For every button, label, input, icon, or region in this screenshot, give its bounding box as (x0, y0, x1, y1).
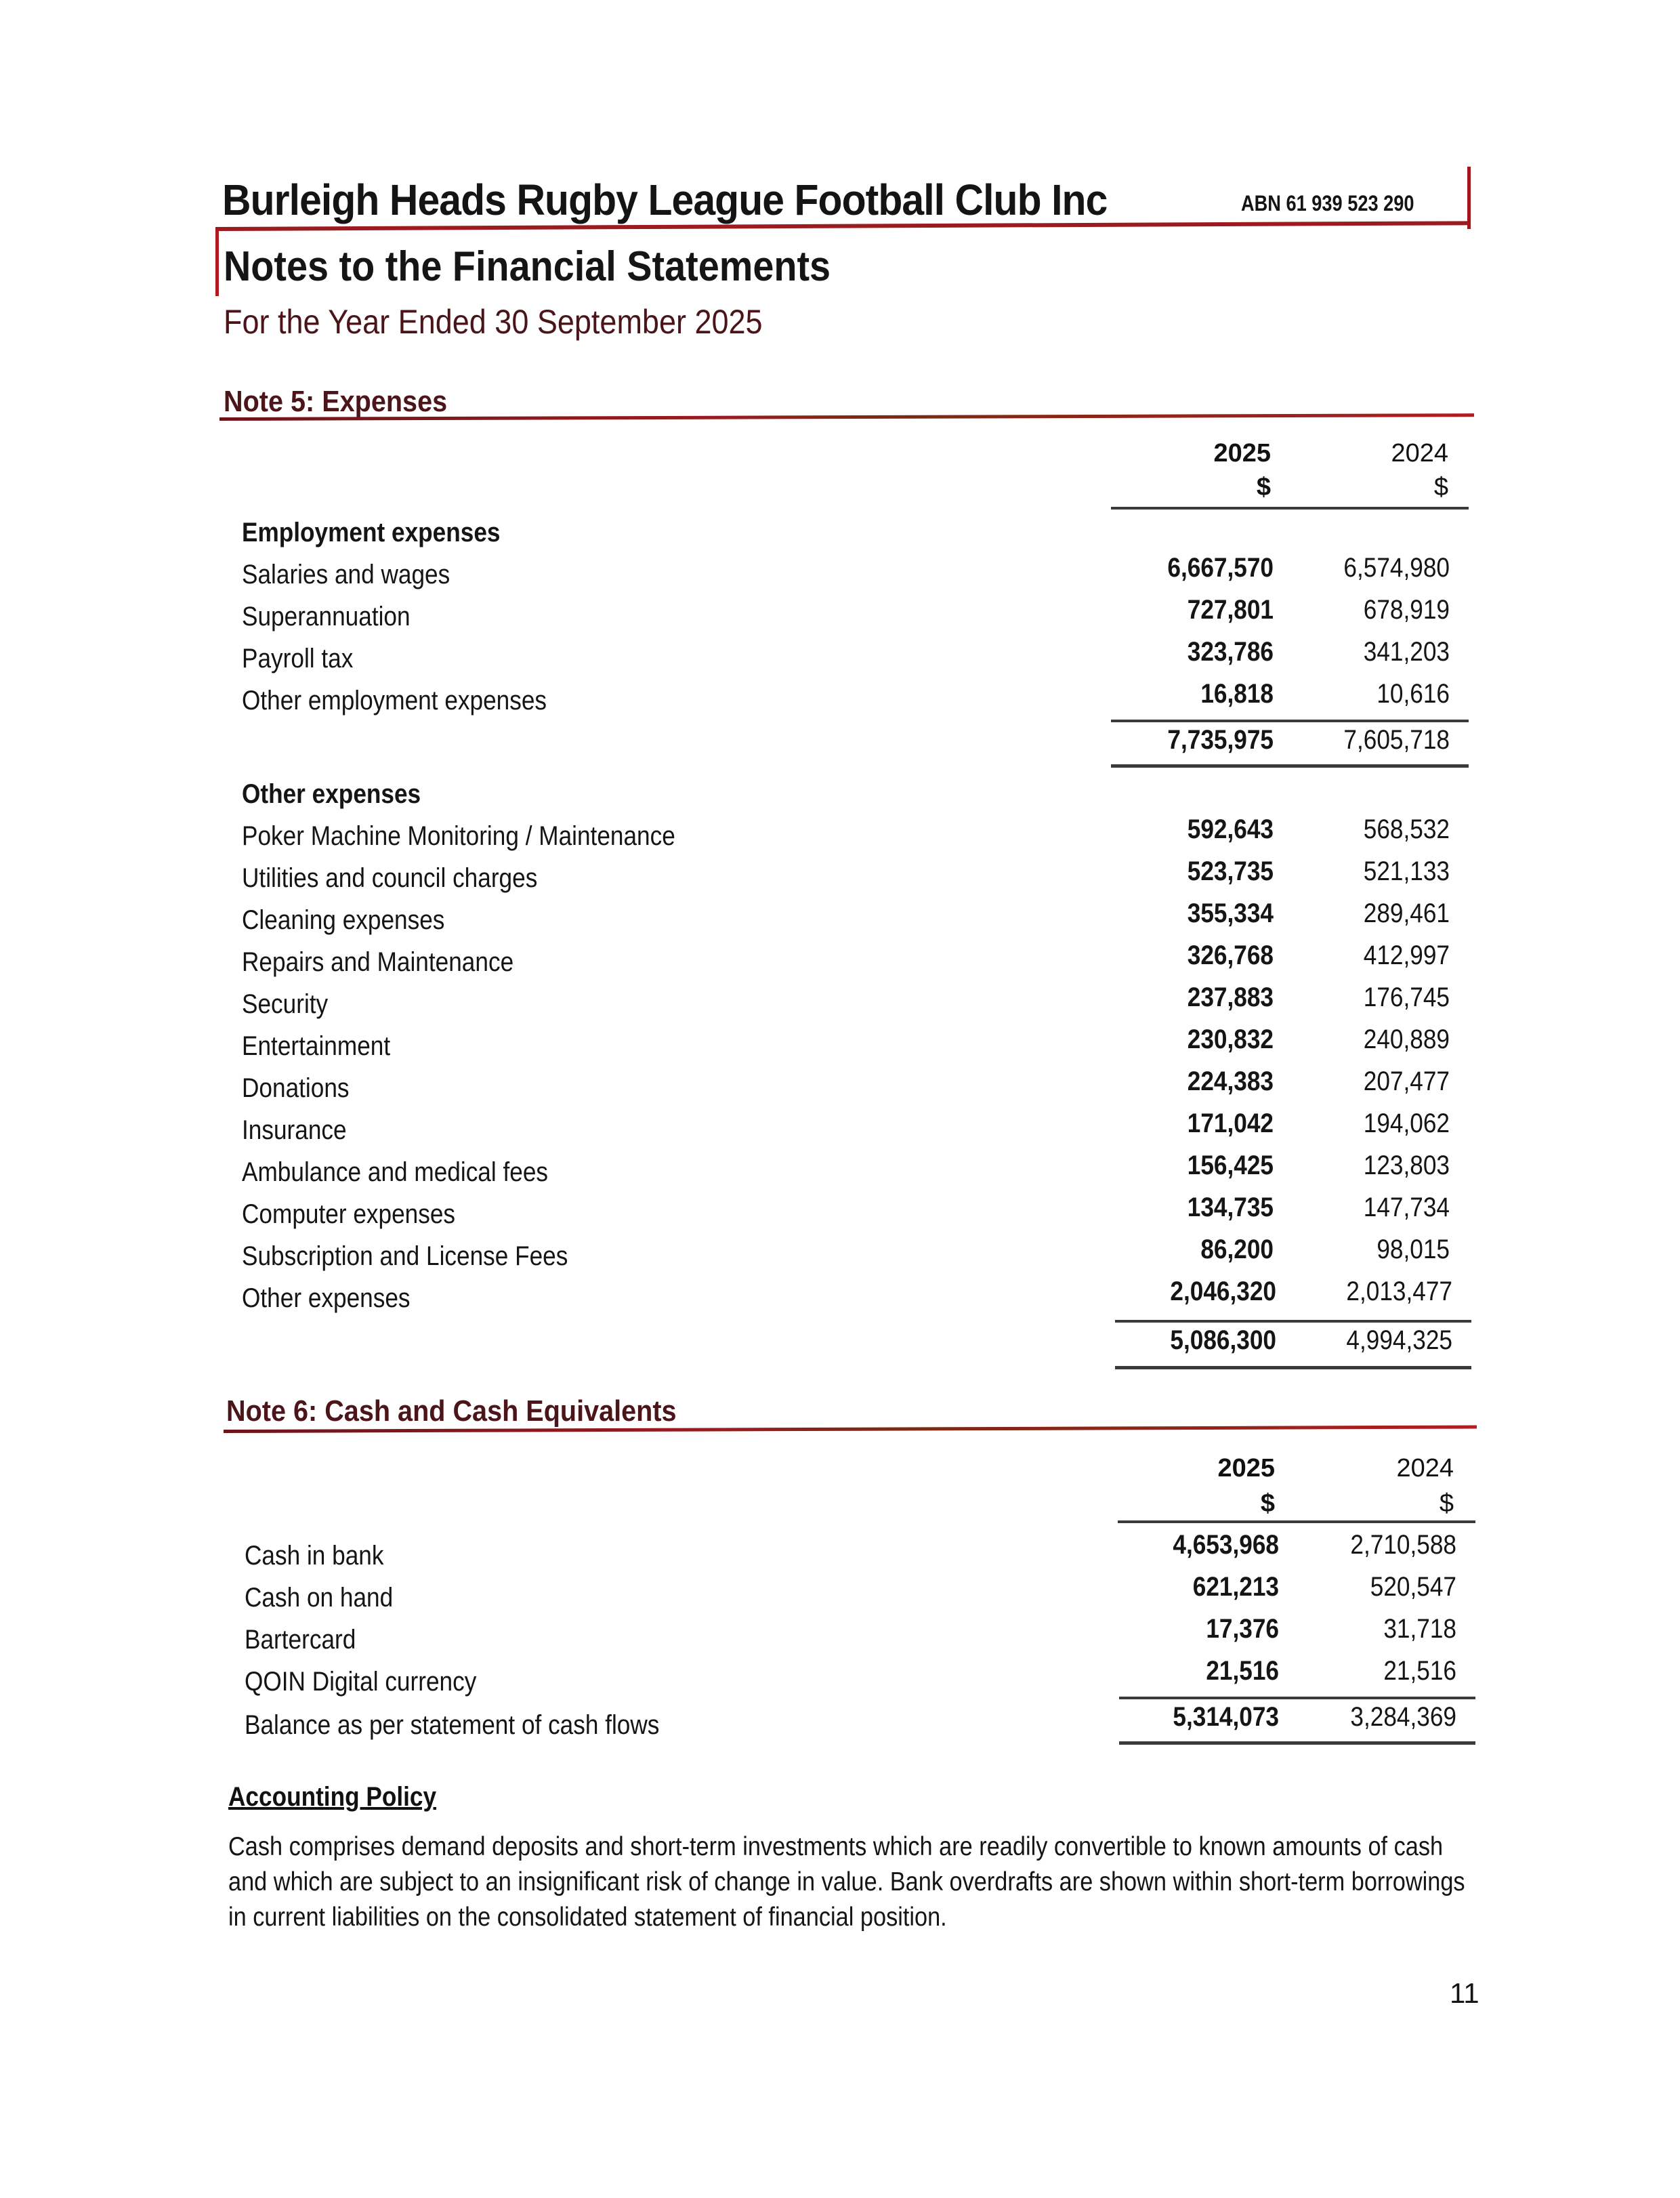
accounting-policy-text: Cash comprises demand deposits and short-term investments which are readily convertible to known amounts of cash and which are subject to an insignificant risk of change in value. Bank overdrafts are shown within short-term borrowings in current liabilities on the consolidated statement of financial position. (228, 1832, 1465, 1932)
accounting-policy-heading: Accounting Policy (228, 1782, 437, 1812)
row-label: QOIN Digital currency (245, 1667, 477, 1697)
row-label: Security (242, 989, 329, 1019)
cash-total-2024: 3,284,369 (1350, 1702, 1456, 1732)
note6-subtotal-rule (1119, 1697, 1475, 1699)
value-2024: 521,133 (1363, 856, 1450, 886)
employment-total-rule (1111, 764, 1469, 768)
note5-header-rule (1111, 507, 1469, 510)
header-accent-line-left (215, 231, 219, 296)
value-2024: 341,203 (1363, 637, 1450, 667)
value-2025: 326,768 (1187, 940, 1274, 970)
value-2024: 21,516 (1383, 1656, 1456, 1686)
value-2024: 568,532 (1363, 814, 1450, 844)
note6-heading: Note 6: Cash and Cash Equivalents (226, 1394, 677, 1428)
row-label: Entertainment (242, 1031, 391, 1061)
cash-total-label: Balance as per statement of cash flows (245, 1710, 660, 1740)
value-2025: 21,516 (1206, 1656, 1279, 1686)
value-2025: 6,667,570 (1167, 553, 1274, 583)
employment-total-2025: 7,735,975 (1167, 725, 1274, 755)
row-label: Insurance (242, 1115, 347, 1145)
row-label: Donations (242, 1073, 350, 1103)
value-2024: 412,997 (1363, 940, 1450, 970)
note6-col-2024-unit: $ (1439, 1489, 1454, 1518)
value-2025: 156,425 (1187, 1150, 1274, 1180)
value-2025: 592,643 (1187, 814, 1274, 844)
value-2024: 98,015 (1377, 1235, 1450, 1264)
value-2025: 230,832 (1187, 1024, 1274, 1054)
row-label: Computer expenses (242, 1199, 456, 1229)
row-label: Other employment expenses (242, 686, 547, 716)
value-2025: 171,042 (1187, 1108, 1274, 1138)
cash-total-2025: 5,314,073 (1173, 1702, 1279, 1732)
value-2025: 727,801 (1187, 595, 1274, 625)
note5-heading: Note 5: Expenses (224, 385, 448, 418)
value-2024: 6,574,980 (1343, 553, 1450, 583)
value-2024: 123,803 (1363, 1150, 1450, 1180)
other-total-2025: 5,086,300 (1170, 1325, 1276, 1355)
note6-col-2025-unit: $ (1260, 1489, 1275, 1518)
value-2024: 194,062 (1363, 1108, 1450, 1138)
value-2024: 2,013,477 (1346, 1277, 1452, 1306)
value-2025: 86,200 (1200, 1235, 1274, 1264)
row-label: Salaries and wages (242, 560, 450, 589)
header-accent-line-right (1467, 167, 1471, 229)
value-2025: 224,383 (1187, 1066, 1274, 1096)
value-2025: 355,334 (1187, 898, 1274, 928)
other-expenses-heading: Other expenses (242, 779, 421, 809)
row-label: Cash in bank (245, 1541, 384, 1571)
row-label: Repairs and Maintenance (242, 947, 514, 977)
value-2024: 678,919 (1363, 595, 1450, 625)
note5-col-2025-unit: $ (1256, 473, 1271, 501)
employment-subtotal-rule (1111, 720, 1469, 722)
employment-expenses-heading: Employment expenses (242, 518, 501, 547)
note5-col-2024-year: 2024 (1391, 439, 1448, 468)
organisation-name: Burleigh Heads Rugby League Football Club Inc (222, 175, 1108, 224)
employment-total-2024: 7,605,718 (1343, 725, 1450, 755)
value-2024: 207,477 (1363, 1066, 1450, 1096)
note6-col-2024-year: 2024 (1396, 1454, 1454, 1482)
row-label: Poker Machine Monitoring / Maintenance (242, 821, 675, 851)
row-label: Payroll tax (242, 644, 354, 673)
value-2025: 523,735 (1187, 856, 1274, 886)
other-total-rule (1115, 1366, 1471, 1369)
value-2024: 10,616 (1377, 679, 1450, 709)
value-2025: 17,376 (1206, 1614, 1279, 1644)
value-2024: 147,734 (1363, 1193, 1450, 1222)
value-2024: 31,718 (1383, 1614, 1456, 1644)
abn-number: ABN 61 939 523 290 (1241, 191, 1414, 215)
value-2025: 237,883 (1187, 982, 1274, 1012)
page-title: Notes to the Financial Statements (224, 243, 831, 290)
value-2024: 240,889 (1363, 1024, 1450, 1054)
value-2025: 134,735 (1187, 1193, 1274, 1222)
note5-col-2024-unit: $ (1433, 473, 1448, 501)
value-2025: 323,786 (1187, 637, 1274, 667)
row-label: Cash on hand (245, 1583, 394, 1613)
other-subtotal-rule (1115, 1320, 1471, 1323)
note6-total-rule (1119, 1741, 1475, 1745)
page-number: 11 (1450, 1977, 1479, 2009)
row-label: Superannuation (242, 602, 411, 631)
value-2024: 520,547 (1370, 1572, 1456, 1602)
note5-col-2025-year: 2025 (1213, 439, 1271, 468)
row-label: Other expenses (242, 1283, 411, 1313)
note6-col-2025-year: 2025 (1217, 1454, 1275, 1482)
row-label: Ambulance and medical fees (242, 1157, 549, 1187)
value-2025: 4,653,968 (1173, 1530, 1279, 1560)
row-label: Subscription and License Fees (242, 1241, 568, 1271)
value-2025: 621,213 (1192, 1572, 1279, 1602)
row-label: Bartercard (245, 1625, 356, 1655)
note6-header-rule (1118, 1520, 1475, 1523)
value-2025: 16,818 (1200, 679, 1274, 709)
value-2024: 176,745 (1363, 982, 1450, 1012)
row-label: Cleaning expenses (242, 905, 445, 935)
value-2025: 2,046,320 (1170, 1277, 1276, 1306)
value-2024: 2,710,588 (1350, 1530, 1456, 1560)
other-total-2024: 4,994,325 (1346, 1325, 1452, 1355)
row-label: Utilities and council charges (242, 863, 538, 893)
value-2024: 289,461 (1363, 898, 1450, 928)
reporting-period: For the Year Ended 30 September 2025 (224, 303, 763, 341)
